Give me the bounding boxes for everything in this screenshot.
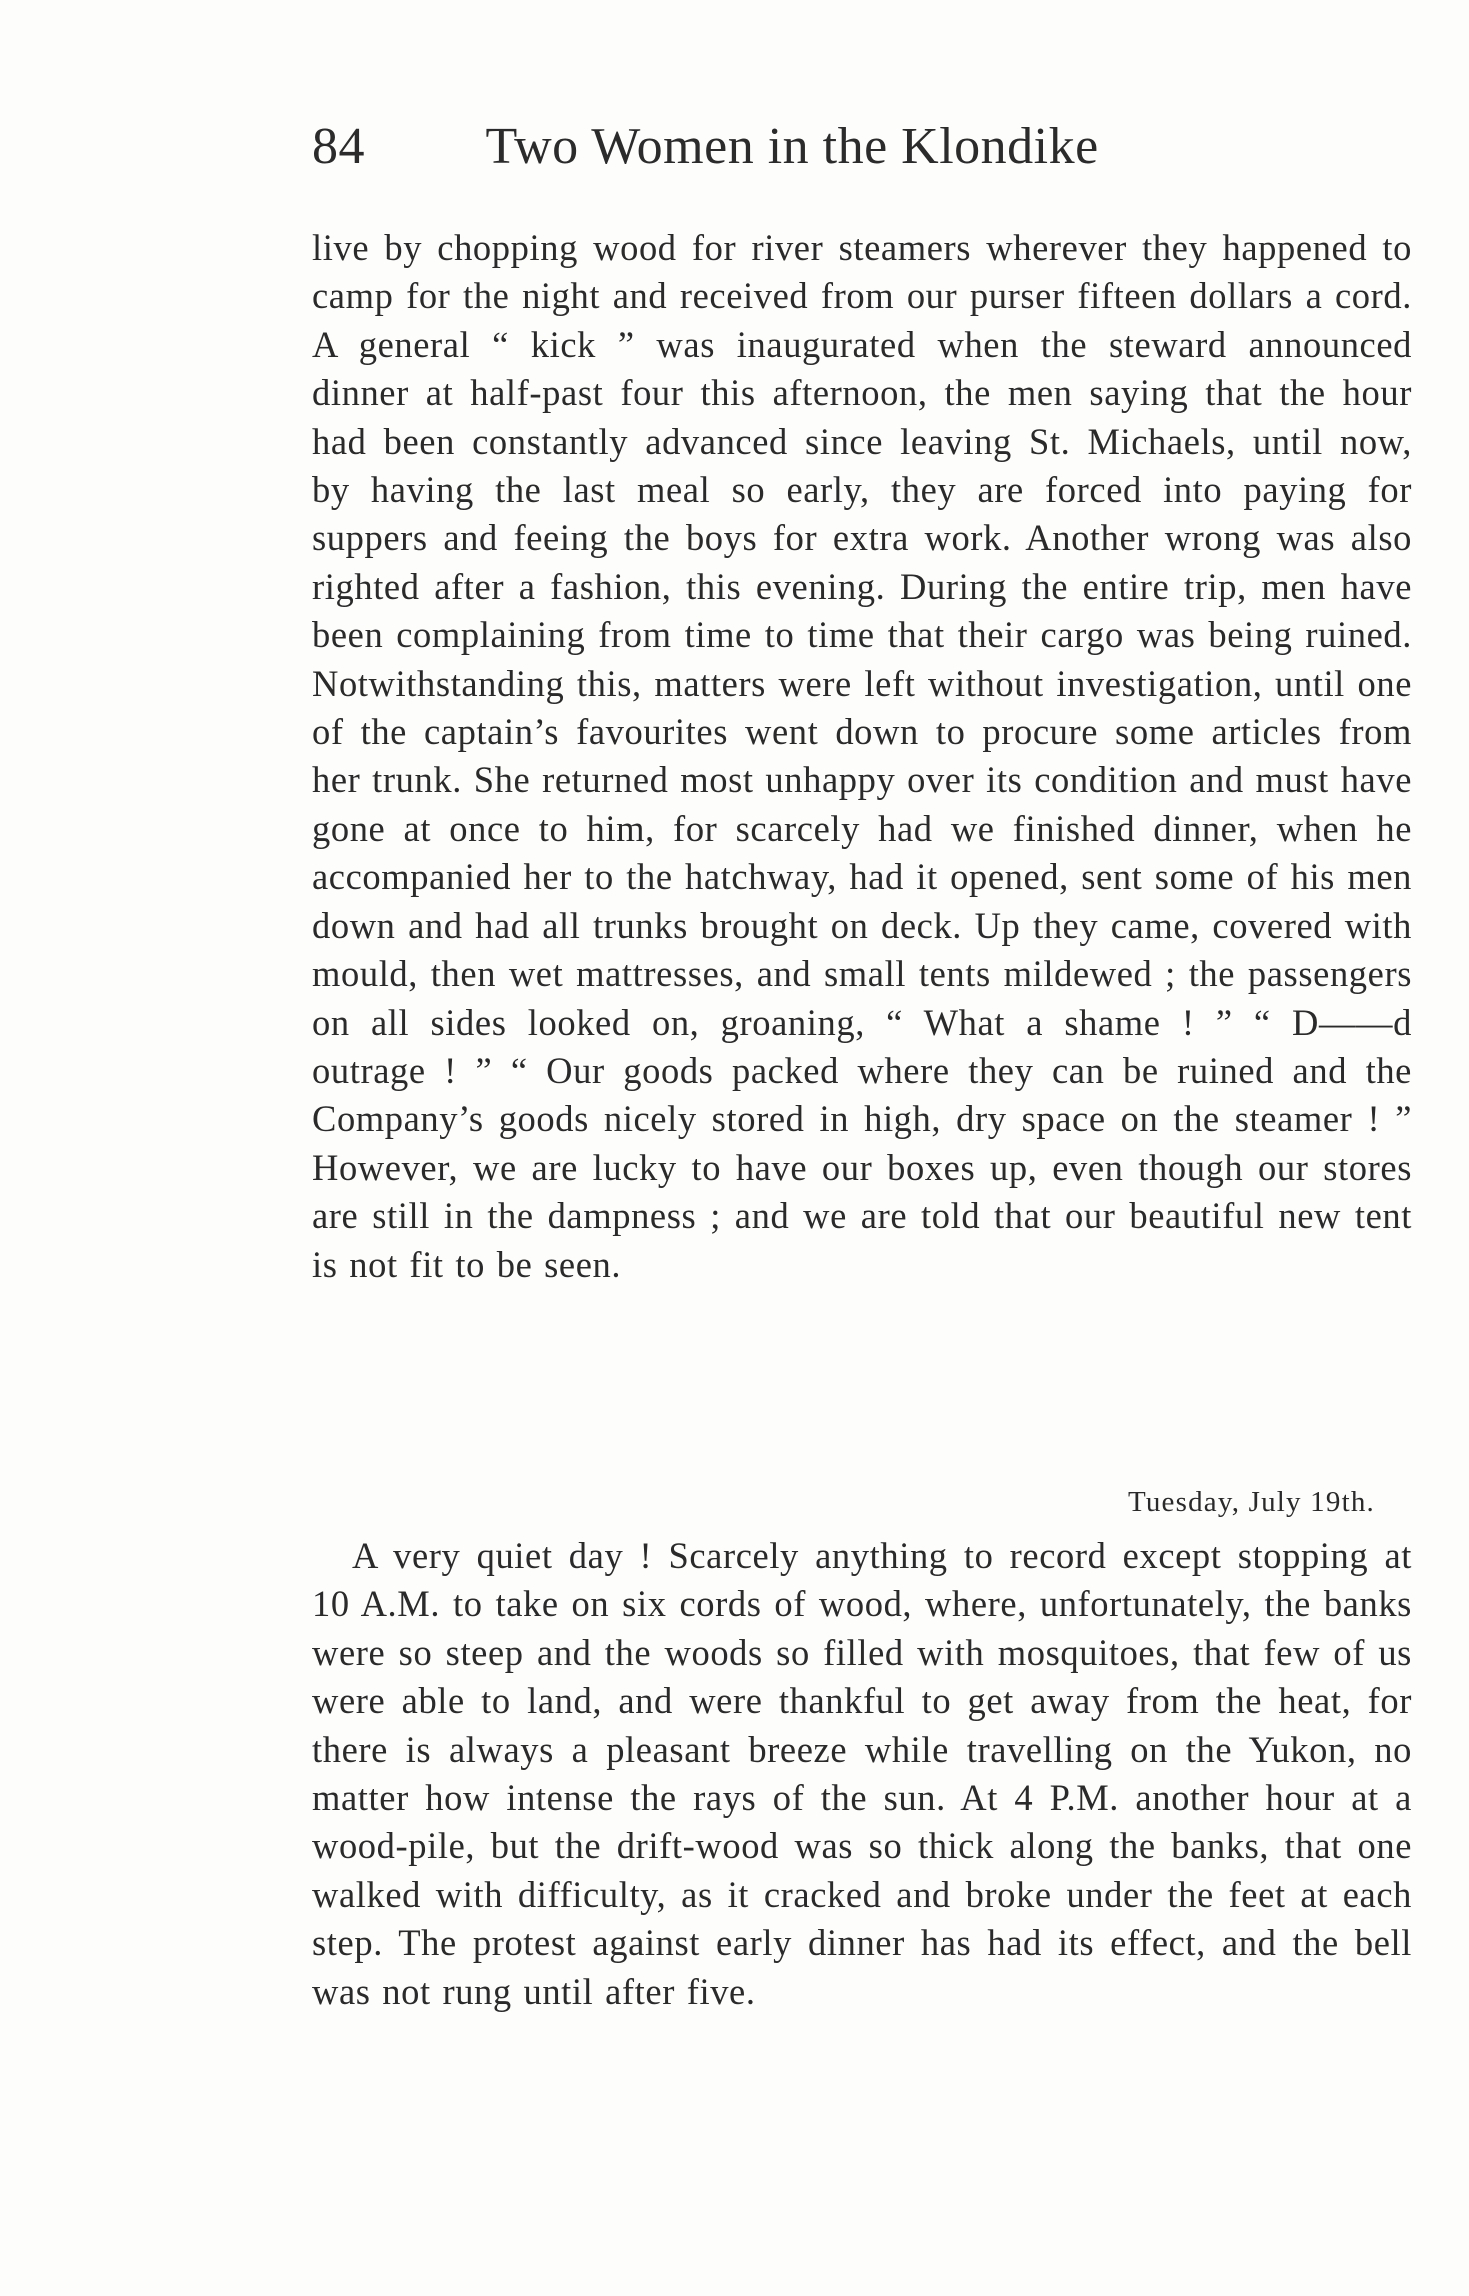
running-head (312, 112, 1412, 182)
diary-date-heading: Tuesday, July 19th. (1127, 1486, 1375, 1518)
paragraph-2: A very quiet day ! Scarcely anything to record except stopping at 10 A.M. to take on six cords of wood, where, unfortunately, the banks were so steep and the woods so filled with mosquitoes, that few of us were able to land, and were thankful to get away from the heat, for there is always a pleasant breeze while travelling on the Yukon, no matter how intense the rays of the sun. At 4 P.M. another hour at a wood-pile, but the drift-wood was so thick along the banks, that one walked with difficulty, as it cracked and broke under the feet at each step. The protest against early dinner has had its effect, and the bell was not rung until after five. (312, 1535, 1412, 2012)
paragraph-1: live by chopping wood for river steamers wherever they happened to camp for the night and received from our purser fifteen dollars a cord. A general “ kick ” was inaugurated when the steward announced dinner at half-past four this afternoon, the men saying that the hour had been constantly advanced since leaving St. Michaels, until now, by having the last meal so early, they are forced into paying for suppers and feeing the boys for extra work. Another wrong was also righted after a fashion, this evening. During the entire trip, men have been complaining from time to time that their cargo was being ruined. Notwithstanding this, matters were left without investigation, until one of the captain’s favourites went down to procure some articles from her trunk. She returned most unhappy over its condition and must have gone at once to him, for scarcely had we finished dinner, when he accompanied her to the hatchway, had it opened, sent some of his men down and had all trunks brought on deck. Up they came, covered with mould, then wet mattresses, and small tents mildewed ; the passengers on all sides looked on, groaning, “ What a shame ! ” “ D——d outrage ! ” “ Our goods packed where they can be ruined and the Company’s goods nicely stored in high, dry space on the steamer ! ” However, we are lucky to have our boxes up, even though our stores are still in the dampness ; and we are told that our beautiful new tent is not fit to be seen. (312, 227, 1412, 1285)
book-title: Two Women in the Klondike (485, 118, 1099, 175)
body-text-bottom (312, 1532, 1412, 2016)
page-number: 84 (312, 118, 365, 175)
body-text-top (312, 224, 1412, 1289)
